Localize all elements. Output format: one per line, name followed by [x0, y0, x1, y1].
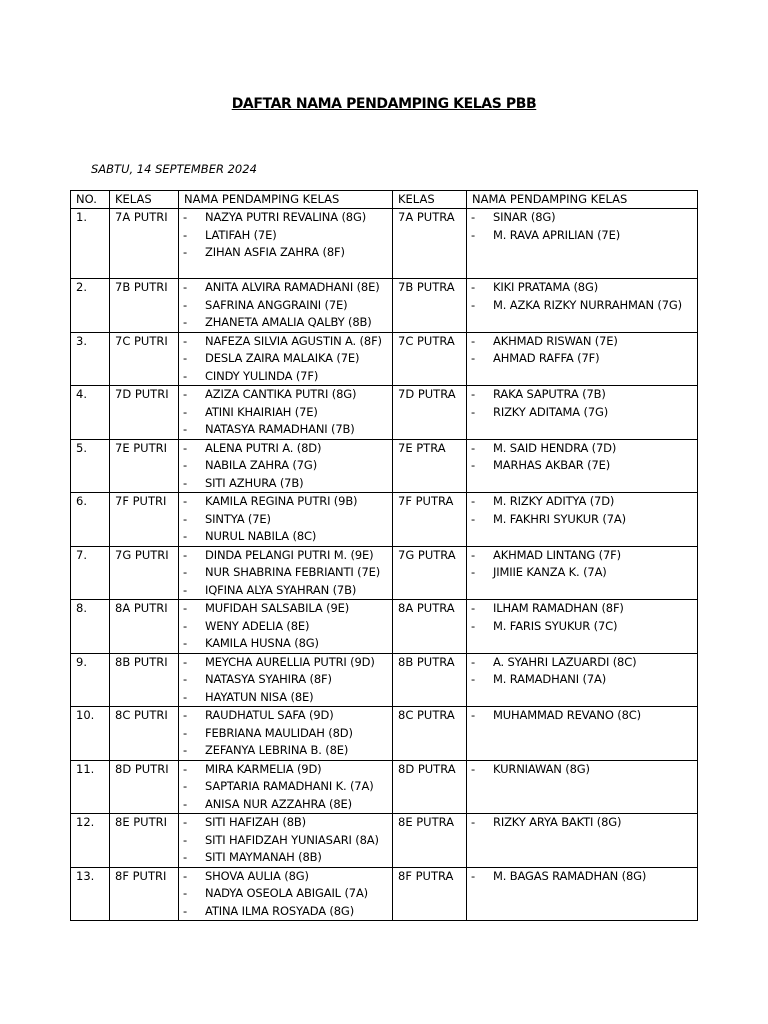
bullet-dash: - — [183, 475, 188, 490]
class-putra: 7D PUTRA — [393, 386, 467, 440]
list-item — [183, 440, 392, 458]
companion-name: KAMILA HUSNA (8G) — [205, 636, 319, 650]
companions-putra — [467, 600, 698, 654]
bullet-dash: - — [471, 387, 476, 401]
bullet-dash: - — [471, 494, 476, 508]
bullet-dash: - — [471, 440, 476, 455]
list-item — [471, 404, 697, 422]
class-putri: 7A PUTRI — [110, 209, 179, 279]
bullet-dash: - — [183, 227, 188, 242]
bullet-dash: - — [183, 547, 188, 562]
companion-name: RAUDHATUL SAFA (9D) — [205, 708, 334, 722]
row-number: 11. — [71, 760, 110, 814]
bullet-dash: - — [183, 458, 188, 472]
list-item — [183, 903, 392, 921]
companion-name: RIZKY ADITAMA (7G) — [493, 404, 609, 419]
bullet-dash: - — [183, 351, 188, 365]
companions-putri — [179, 867, 393, 921]
class-putra: 8D PUTRA — [393, 760, 467, 814]
companion-name: SITI HAFIDZAH YUNIASARI (8A) — [205, 832, 379, 847]
table-row — [71, 867, 698, 921]
companion-name: ZHANETA AMALIA QALBY (8B) — [205, 315, 372, 329]
class-putra: 8A PUTRA — [393, 600, 467, 654]
table-row — [71, 653, 698, 707]
companion-name: ATINA ILMA ROSYADA (8G) — [205, 903, 355, 918]
row-number: 8. — [71, 600, 110, 654]
list-item — [183, 635, 392, 653]
companion-name: NATASYA SYAHIRA (8F) — [205, 672, 332, 686]
row-number: 9. — [71, 653, 110, 707]
class-putra: 8E PUTRA — [393, 814, 467, 868]
bullet-dash: - — [183, 779, 188, 793]
class-putri: 8F PUTRI — [110, 867, 179, 921]
companion-name: NAZYA PUTRI REVALINA (8G) — [205, 210, 367, 224]
bullet-dash: - — [471, 333, 476, 348]
bullet-dash: - — [471, 565, 476, 579]
list-item — [471, 671, 697, 689]
row-number: 13. — [71, 867, 110, 921]
bullet-dash: - — [183, 636, 188, 650]
list-item — [471, 564, 697, 582]
companion-name: SITI AZHURA (7B) — [205, 475, 304, 490]
bullet-dash: - — [471, 654, 476, 669]
list-item — [183, 404, 392, 422]
companion-name: KIKI PRATAMA (8G) — [493, 280, 599, 294]
companion-name: RIZKY ARYA BAKTI (8G) — [493, 815, 622, 829]
list-item — [183, 832, 392, 850]
list-item — [471, 227, 697, 245]
companion-name: NURUL NABILA (8C) — [205, 529, 317, 543]
bullet-dash: - — [183, 280, 188, 294]
companions-putra — [467, 867, 698, 921]
companions-putri — [179, 493, 393, 547]
bullet-dash: - — [183, 440, 188, 455]
companion-name: M. AZKA RIZKY NURRAHMAN (7G) — [493, 297, 683, 312]
companion-name: HAYATUN NISA (8E) — [205, 689, 314, 704]
class-putra: 8B PUTRA — [393, 653, 467, 707]
list-item — [471, 761, 697, 779]
list-item — [471, 386, 697, 404]
list-item — [183, 547, 392, 565]
list-item — [183, 244, 392, 262]
companion-name: CINDY YULINDA (7F) — [205, 368, 319, 383]
document-date: SABTU, 14 SEPTEMBER 2024 — [91, 162, 257, 176]
bullet-dash: - — [183, 297, 188, 312]
companion-name: AHMAD RAFFA (7F) — [493, 351, 600, 365]
list-item — [183, 333, 392, 351]
class-putri: 8E PUTRI — [110, 814, 179, 868]
table-row — [71, 386, 698, 440]
class-putra: 7G PUTRA — [393, 546, 467, 600]
companions-putri — [179, 760, 393, 814]
bullet-dash: - — [183, 368, 188, 383]
companions-putra — [467, 439, 698, 493]
list-item — [183, 761, 392, 779]
bullet-dash: - — [183, 832, 188, 847]
list-item — [183, 314, 392, 332]
companion-name: MUFIDAH SALSABILA (9E) — [205, 601, 350, 615]
companions-putri — [179, 653, 393, 707]
bullet-dash: - — [471, 351, 476, 365]
row-number: 12. — [71, 814, 110, 868]
list-item — [183, 511, 392, 529]
row-number: 7. — [71, 546, 110, 600]
companion-name: ZEFANYA LEBRINA B. (8E) — [205, 743, 349, 757]
companion-name: RAKA SAPUTRA (7B) — [493, 387, 606, 401]
companion-name: SAFRINA ANGGRAINI (7E) — [205, 297, 348, 312]
list-item — [183, 814, 392, 832]
list-item — [471, 440, 697, 458]
bullet-dash: - — [183, 868, 188, 883]
bullet-dash: - — [183, 529, 188, 543]
bullet-dash: - — [183, 796, 188, 811]
table-row — [71, 493, 698, 547]
header-class-putri: KELAS — [110, 191, 179, 209]
bullet-dash: - — [183, 511, 188, 526]
list-item — [183, 493, 392, 511]
bullet-dash: - — [183, 422, 188, 436]
list-item — [183, 368, 392, 386]
list-item — [471, 618, 697, 636]
header-no: NO. — [71, 191, 110, 209]
companions-putra — [467, 760, 698, 814]
bullet-dash: - — [183, 672, 188, 686]
table-row — [71, 600, 698, 654]
companion-name: A. SYAHRI LAZUARDI (8C) — [493, 654, 637, 669]
companion-name: JIMIIE KANZA K. (7A) — [493, 565, 607, 579]
companion-name: NADYA OSEOLA ABIGAIL (7A) — [205, 886, 369, 900]
companion-name: MIRA KARMELIA (9D) — [205, 761, 322, 776]
companion-name: KAMILA REGINA PUTRI (9B) — [205, 494, 358, 508]
companions-putra — [467, 209, 698, 279]
companion-name: SINTYA (7E) — [205, 511, 271, 526]
row-number: 4. — [71, 386, 110, 440]
bullet-dash: - — [183, 601, 188, 615]
class-putra: 8C PUTRA — [393, 707, 467, 761]
companion-name: MARHAS AKBAR (7E) — [493, 458, 611, 472]
list-item — [471, 209, 697, 227]
companion-name: AZIZA CANTIKA PUTRI (8G) — [205, 387, 357, 401]
bullet-dash: - — [183, 903, 188, 918]
companions-putri — [179, 386, 393, 440]
companion-name: FEBRIANA MAULIDAH (8D) — [205, 725, 353, 740]
companions-putri — [179, 209, 393, 279]
class-putri: 7E PUTRI — [110, 439, 179, 493]
row-number: 3. — [71, 332, 110, 386]
bullet-dash: - — [183, 654, 188, 669]
bullet-dash: - — [471, 708, 476, 722]
row-number: 2. — [71, 279, 110, 333]
table-row — [71, 279, 698, 333]
companion-name: KURNIAWAN (8G) — [493, 761, 590, 776]
companions-putra — [467, 493, 698, 547]
table-row — [71, 760, 698, 814]
list-item — [183, 707, 392, 725]
companions-putri — [179, 279, 393, 333]
list-item — [471, 600, 697, 618]
bullet-dash: - — [471, 227, 476, 242]
table-body — [71, 209, 698, 921]
class-putra: 7F PUTRA — [393, 493, 467, 547]
class-putra: 7B PUTRA — [393, 279, 467, 333]
bullet-dash: - — [471, 868, 476, 883]
companion-name: MEYCHA AURELLIA PUTRI (9D) — [205, 654, 375, 669]
companion-name: SAPTARIA RAMADHANI K. (7A) — [205, 779, 374, 793]
list-item — [183, 849, 392, 867]
table-row — [71, 209, 698, 279]
header-companions-putra: NAMA PENDAMPING KELAS — [467, 191, 698, 209]
table-row — [71, 707, 698, 761]
companions-putra — [467, 279, 698, 333]
companion-name: ILHAM RAMADHAN (8F) — [493, 601, 624, 615]
bullet-dash: - — [471, 547, 476, 562]
companion-name: IQFINA ALYA SYAHRAN (7B) — [205, 582, 357, 597]
list-item — [183, 475, 392, 493]
companions-putri — [179, 546, 393, 600]
class-putri: 8C PUTRI — [110, 707, 179, 761]
row-number: 6. — [71, 493, 110, 547]
row-number: 1. — [71, 209, 110, 279]
list-item — [471, 493, 697, 511]
table-row — [71, 332, 698, 386]
class-putra: 7C PUTRA — [393, 332, 467, 386]
list-item — [183, 671, 392, 689]
table-row — [71, 439, 698, 493]
companion-name: M. SAID HENDRA (7D) — [493, 440, 617, 455]
companion-name: NABILA ZAHRA (7G) — [205, 458, 318, 472]
bullet-dash: - — [183, 315, 188, 329]
class-putra: 7A PUTRA — [393, 209, 467, 279]
class-putra: 7E PTRA — [393, 439, 467, 493]
companion-name: DINDA PELANGI PUTRI M. (9E) — [205, 547, 374, 562]
companion-name: M. FAKHRI SYUKUR (7A) — [493, 511, 626, 526]
bullet-dash: - — [471, 404, 476, 419]
companion-name: AKHMAD LINTANG (7F) — [493, 547, 621, 562]
companion-name: ALENA PUTRI A. (8D) — [205, 440, 322, 455]
companion-name: M. BAGAS RAMADHAN (8G) — [493, 868, 647, 883]
list-item — [183, 421, 392, 439]
bullet-dash: - — [183, 582, 188, 597]
list-item — [471, 333, 697, 351]
list-item — [183, 689, 392, 707]
header-class-putra: KELAS — [393, 191, 467, 209]
list-item — [183, 350, 392, 368]
companion-name: ANISA NUR AZZAHRA (8E) — [205, 796, 353, 811]
companion-name: NAFEZA SILVIA AGUSTIN A. (8F) — [205, 333, 382, 348]
list-item — [471, 547, 697, 565]
list-item — [183, 778, 392, 796]
list-item — [183, 654, 392, 672]
class-putra: 8F PUTRA — [393, 867, 467, 921]
class-putri: 8A PUTRI — [110, 600, 179, 654]
bullet-dash: - — [471, 815, 476, 829]
bullet-dash: - — [471, 618, 476, 633]
companion-name: SITI HAFIZAH (8B) — [205, 815, 306, 829]
list-item — [183, 279, 392, 297]
list-item — [183, 386, 392, 404]
list-item — [471, 654, 697, 672]
list-item — [471, 350, 697, 368]
class-putri: 8D PUTRI — [110, 760, 179, 814]
list-item — [471, 707, 697, 725]
class-putri: 7B PUTRI — [110, 279, 179, 333]
bullet-dash: - — [183, 565, 188, 579]
list-item — [471, 868, 697, 886]
bullet-dash: - — [183, 761, 188, 776]
companion-name: NATASYA RAMADHANI (7B) — [205, 422, 355, 436]
list-item — [471, 297, 697, 315]
companions-putri — [179, 707, 393, 761]
companion-name: ZIHAN ASFIA ZAHRA (8F) — [205, 245, 345, 259]
list-item — [183, 209, 392, 227]
document-title: DAFTAR NAMA PENDAMPING KELAS PBB — [231, 96, 537, 112]
list-item — [183, 564, 392, 582]
bullet-dash: - — [471, 280, 476, 294]
class-putri: 7C PUTRI — [110, 332, 179, 386]
companions-putri — [179, 439, 393, 493]
bullet-dash: - — [471, 210, 476, 224]
companion-roster-table — [70, 190, 698, 921]
companion-name: NUR SHABRINA FEBRIANTI (7E) — [205, 565, 381, 579]
bullet-dash: - — [183, 245, 188, 259]
companions-putra — [467, 386, 698, 440]
list-item — [183, 457, 392, 475]
companions-putra — [467, 653, 698, 707]
bullet-dash: - — [183, 850, 188, 864]
class-putri: 7D PUTRI — [110, 386, 179, 440]
class-putri: 7F PUTRI — [110, 493, 179, 547]
table-header-row — [71, 191, 698, 209]
list-item — [183, 227, 392, 245]
row-number: 10. — [71, 707, 110, 761]
list-item — [183, 742, 392, 760]
list-item — [471, 279, 697, 297]
companions-putri — [179, 814, 393, 868]
list-item — [183, 582, 392, 600]
companion-name: SINAR (8G) — [493, 210, 556, 224]
list-item — [183, 297, 392, 315]
class-putri: 8B PUTRI — [110, 653, 179, 707]
companion-name: ANITA ALVIRA RAMADHANI (8E) — [205, 280, 380, 294]
bullet-dash: - — [183, 333, 188, 348]
list-item — [471, 511, 697, 529]
bullet-dash: - — [183, 404, 188, 419]
companion-name: M. FARIS SYUKUR (7C) — [493, 618, 618, 633]
companion-name: AKHMAD RISWAN (7E) — [493, 333, 618, 348]
companions-putra — [467, 546, 698, 600]
list-item — [183, 528, 392, 546]
companions-putra — [467, 332, 698, 386]
companions-putra — [467, 814, 698, 868]
companion-name: MUHAMMAD REVANO (8C) — [493, 708, 641, 722]
bullet-dash: - — [183, 210, 188, 224]
bullet-dash: - — [183, 618, 188, 633]
companion-name: SITI MAYMANAH (8B) — [205, 850, 322, 864]
bullet-dash: - — [183, 815, 188, 829]
companion-name: DESLA ZAIRA MALAIKA (7E) — [205, 351, 360, 365]
list-item — [183, 868, 392, 886]
table-row — [71, 814, 698, 868]
bullet-dash: - — [183, 708, 188, 722]
companion-name: SHOVA AULIA (8G) — [205, 868, 309, 883]
list-item — [183, 796, 392, 814]
companion-name: M. RAVA APRILIAN (7E) — [493, 227, 621, 242]
header-companions-putri: NAMA PENDAMPING KELAS — [179, 191, 393, 209]
bullet-dash: - — [183, 886, 188, 900]
bullet-dash: - — [471, 458, 476, 472]
bullet-dash: - — [471, 601, 476, 615]
companion-name: WENY ADELIA (8E) — [205, 618, 310, 633]
companions-putri — [179, 600, 393, 654]
bullet-dash: - — [471, 672, 476, 686]
bullet-dash: - — [183, 689, 188, 704]
list-item — [183, 725, 392, 743]
companions-putri — [179, 332, 393, 386]
companion-name: ATINI KHAIRIAH (7E) — [205, 404, 318, 419]
list-item — [183, 885, 392, 903]
bullet-dash: - — [183, 494, 188, 508]
companion-name: LATIFAH (7E) — [205, 227, 277, 242]
table-row — [71, 546, 698, 600]
list-item — [471, 814, 697, 832]
bullet-dash: - — [183, 725, 188, 740]
companions-putra — [467, 707, 698, 761]
bullet-dash: - — [183, 387, 188, 401]
bullet-dash: - — [471, 761, 476, 776]
bullet-dash: - — [471, 511, 476, 526]
companion-name: M. RAMADHANI (7A) — [493, 672, 607, 686]
class-putri: 7G PUTRI — [110, 546, 179, 600]
list-item — [183, 600, 392, 618]
bullet-dash: - — [183, 743, 188, 757]
row-number: 5. — [71, 439, 110, 493]
list-item — [471, 457, 697, 475]
list-item — [183, 618, 392, 636]
companion-name: M. RIZKY ADITYA (7D) — [493, 494, 615, 508]
bullet-dash: - — [471, 297, 476, 312]
